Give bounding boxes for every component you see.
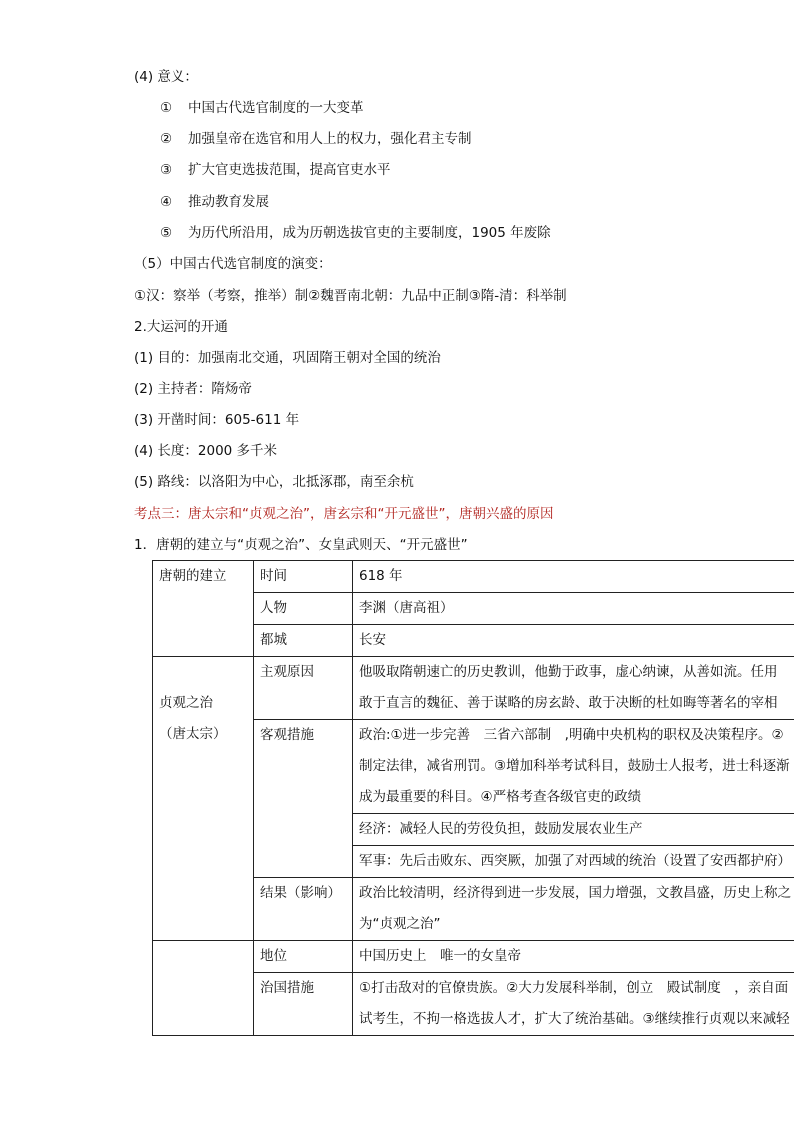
row-key: 客观措施 [254,720,353,878]
cell-line: 试考生，不拘一格选拔人才，扩大了统治基础。③继续推行贞观以来减轻 [359,1011,790,1027]
canal-item-3: (3) 开凿时间：605-611 年 [134,412,300,428]
canal-item-4: (4) 长度：2000 多千米 [134,443,278,459]
item-number: ① [160,100,173,116]
item-number: ④ [160,194,173,210]
politics-cell [353,720,794,814]
measures-cell [353,973,794,1036]
table-row [153,657,794,720]
cell-line: 政治比较清明，经济得到进一步发展，国力增强，文教昌盛，历史上称之 [359,885,791,901]
evolution-text: ①汉：察举（考察，推举）制②魏晋南北朝：九品中正制③隋-清：科举制 [134,288,567,304]
table-heading: 1．唐朝的建立与“贞观之治”、女皇武则天、“开元盛世” [134,537,468,553]
table-row [153,561,794,593]
cell-line: 制定法律，减省刑罚。③增加科举考试科目，鼓励士人报考，进士科逐渐 [359,758,790,774]
row-key: 治国措施 [254,973,353,1036]
canal-item-1: (1) 目的：加强南北交通，巩固隋王朝对全国的统治 [134,350,441,366]
founding-label-cell [153,561,254,657]
row-key: 主观原因 [254,657,353,720]
meaning-heading: (4) 意义： [134,69,198,85]
evolution-heading: （5）中国古代选官制度的演变： [134,256,332,272]
item-number: ⑤ [160,225,173,241]
item-text: 推动教育发展 [188,194,269,210]
row-key: 都城 [254,625,353,657]
cell-line: 成为最重要的科目。④严格考查各级官吏的政绩 [359,789,642,805]
zhenguan-emperor: （唐太宗） [159,726,227,742]
founding-label: 唐朝的建立 [159,568,227,584]
kaodian-heading: 考点三：唐太宗和“贞观之治”，唐玄宗和“开元盛世”，唐朝兴盛的原因 [134,506,554,522]
zhenguan-label-cell [153,657,254,941]
row-value: 618 年 [353,561,794,593]
row-key: 地位 [254,941,353,973]
row-value: 李渊（唐高祖） [353,593,794,625]
item-text: 中国古代选官制度的一大变革 [188,100,364,116]
subjective-cell [353,657,794,720]
cell-line: 政治:①进一步完善 三省六部制 ,明确中央机构的职权及决策程序。② [359,727,784,743]
tang-table [152,560,794,1036]
status-cell: 中国历史上 唯一的女皇帝 [353,941,794,973]
cell-line: 为“贞观之治” [359,916,441,932]
wuzetian-label-cell [153,941,254,1036]
economy-cell: 经济：减轻人民的劳役负担，鼓励发展农业生产 [353,814,794,846]
row-key: 人物 [254,593,353,625]
cell-line: 敢于直言的魏征、善于谋略的房玄龄、敢于决断的杜如晦等著名的宰相 [359,695,778,711]
table-row [153,941,794,973]
row-key: 时间 [254,561,353,593]
cell-line: 他吸取隋朝速亡的历史教训，他勤于政事，虚心纳谏，从善如流。任用 [359,664,778,680]
item-text: 加强皇帝在选官和用人上的权力，强化君主专制 [188,131,472,147]
cell-line: ①打击敌对的官僚贵族。②大力发展科举制，创立 殿试制度 ，亲自面 [359,980,789,996]
row-value: 长安 [353,625,794,657]
item-text: 扩大官吏选拔范围，提高官吏水平 [188,162,391,178]
item-text: 为历代所沿用，成为历朝选拔官吏的主要制度，1905 年废除 [188,225,551,241]
canal-item-2: (2) 主持者：隋炀帝 [134,381,252,397]
military-cell: 军事：先后击败东、西突厥，加强了对西域的统治（设置了安西都护府） [353,846,794,878]
row-key: 结果（影响） [254,878,353,941]
result-cell [353,878,794,941]
zhenguan-label: 贞观之治 [159,695,213,711]
canal-item-5: (5) 路线：以洛阳为中心，北抵涿郡，南至余杭 [134,474,414,490]
canal-heading: 2.大运河的开通 [134,319,228,335]
item-number: ② [160,131,173,147]
item-number: ③ [160,162,173,178]
